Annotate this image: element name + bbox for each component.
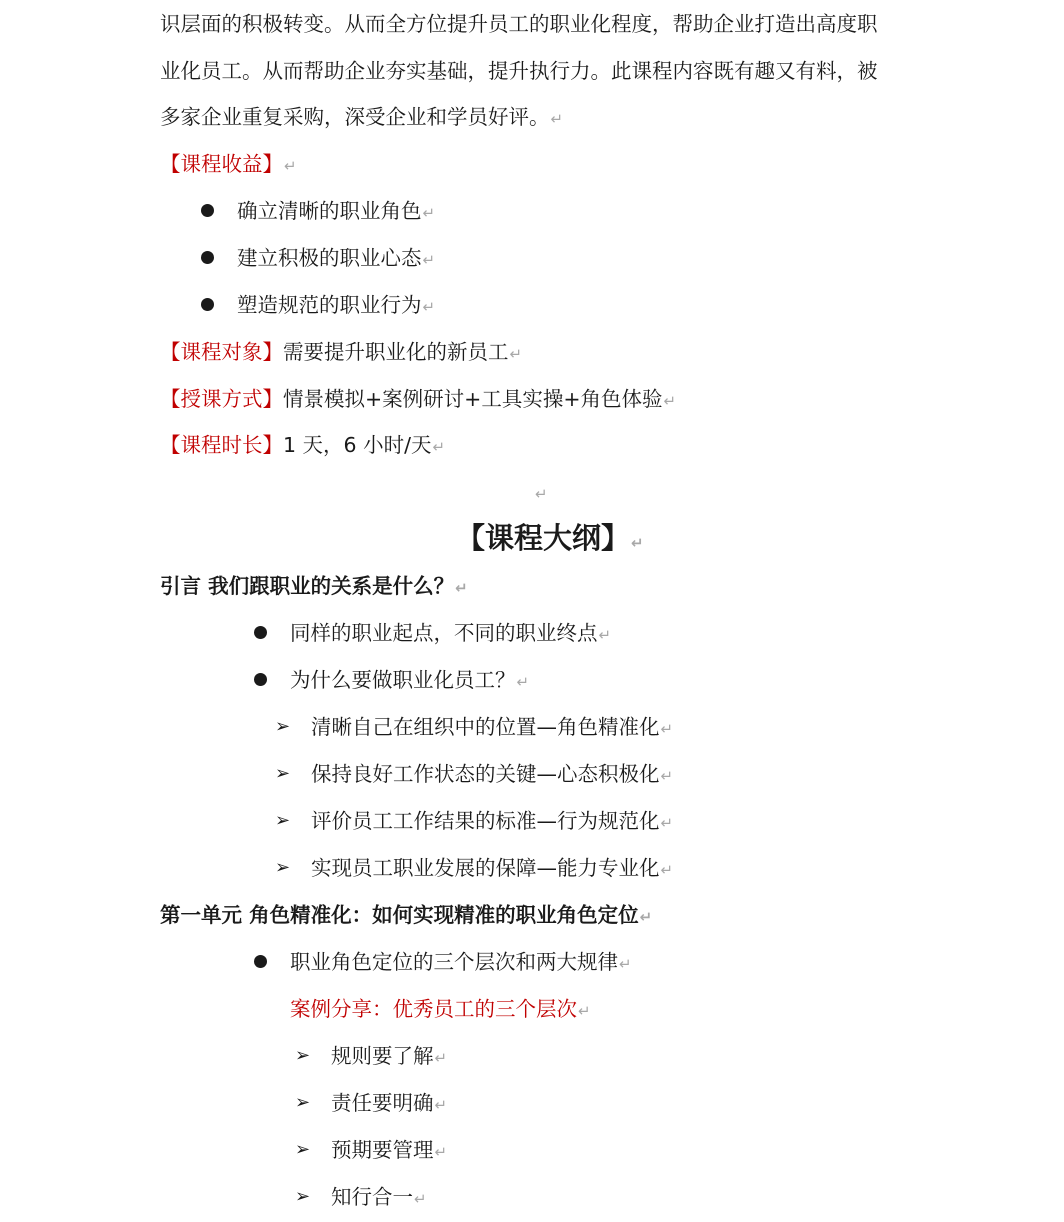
unit1-arrow-item: 责任要明确↵ xyxy=(331,1091,448,1115)
bullet-dot xyxy=(254,955,267,968)
method-label: 【授课方式】 xyxy=(160,387,283,411)
bullet-dot xyxy=(201,298,214,311)
audience-line xyxy=(160,337,522,369)
arrow-bullet-icon: ➢ xyxy=(295,1139,311,1160)
arrow-bullet-icon: ➢ xyxy=(295,1045,311,1066)
unit1-arrow-item: 知行合一↵ xyxy=(331,1185,427,1209)
audience-value: 需要提升职业化的新员工 xyxy=(283,340,509,364)
paragraph-mark: ↵ xyxy=(660,767,674,785)
arrow-bullet-icon: ➢ xyxy=(295,1186,311,1207)
paragraph-mark: ↵ xyxy=(578,1002,591,1020)
duration-value: 1 天，6 小时/天 xyxy=(283,433,432,457)
arrow-bullet-icon: ➢ xyxy=(275,857,291,878)
duration-label: 【课程时长】 xyxy=(160,433,283,457)
benefit-item: 建立积极的职业心态↵ xyxy=(237,246,436,270)
preface-arrow-item: 清晰自己在组织中的位置—角色精准化↵ xyxy=(311,715,674,739)
bullet-dot xyxy=(254,626,267,639)
paragraph-mark: ↵ xyxy=(422,204,436,222)
arrow-bullet-icon: ➢ xyxy=(295,1092,311,1113)
intro-line-1: 识层面的积极转变。从而全方位提升员工的职业化程度，帮助企业打造出高度职 xyxy=(160,12,878,36)
unit1-case: 案例分享：优秀员工的三个层次↵ xyxy=(290,997,591,1021)
audience-label: 【课程对象】 xyxy=(160,340,283,364)
benefits-label-line xyxy=(160,149,297,181)
paragraph-mark: ↵ xyxy=(639,908,653,926)
preface-bullet: 为什么要做职业化员工？↵ xyxy=(290,668,530,692)
unit1-arrow-item: 规则要了解↵ xyxy=(331,1044,448,1068)
paragraph-mark: ↵ xyxy=(432,438,446,456)
outline-title: 【课程大纲】↵ xyxy=(456,521,644,555)
preface-arrow-item: 保持良好工作状态的关键—心态积极化↵ xyxy=(311,762,674,786)
bullet-dot xyxy=(254,673,267,686)
unit1-heading: 第一单元 角色精准化：如何实现精准的职业角色定位↵ xyxy=(160,903,653,927)
method-line xyxy=(160,384,676,416)
paragraph-mark: ↵ xyxy=(619,955,632,973)
benefit-item: 塑造规范的职业行为↵ xyxy=(237,293,436,317)
benefit-item: 确立清晰的职业角色↵ xyxy=(237,199,436,223)
preface-heading: 引言 我们跟职业的关系是什么？↵ xyxy=(160,574,468,598)
duration-line xyxy=(160,430,445,462)
preface-bullet: 同样的职业起点，不同的职业终点↵ xyxy=(290,621,612,645)
arrow-bullet-icon: ➢ xyxy=(275,716,291,737)
arrow-bullet-icon: ➢ xyxy=(275,763,291,784)
paragraph-mark: ↵ xyxy=(663,392,677,410)
paragraph-mark: ↵ xyxy=(434,1049,448,1067)
paragraph-mark: ↵ xyxy=(631,534,644,552)
paragraph-mark: ↵ xyxy=(434,1096,448,1114)
unit1-bullet: 职业角色定位的三个层次和两大规律↵ xyxy=(290,950,632,974)
paragraph-mark: ↵ xyxy=(660,720,674,738)
paragraph-mark: ↵ xyxy=(414,1190,427,1208)
intro-line-3: 多家企业重复采购，深受企业和学员好评。↵ xyxy=(160,105,564,129)
paragraph-mark: ↵ xyxy=(598,626,612,644)
paragraph-mark: ↵ xyxy=(422,251,436,269)
bullet-dot xyxy=(201,251,214,264)
paragraph-mark: ↵ xyxy=(434,1143,448,1161)
preface-arrow-item: 实现员工职业发展的保障—能力专业化↵ xyxy=(311,856,674,880)
benefits-label: 【课程收益】 xyxy=(160,152,283,176)
paragraph-mark: ↵ xyxy=(535,485,548,503)
paragraph-mark: ↵ xyxy=(550,110,564,128)
paragraph-mark: ↵ xyxy=(516,673,530,691)
unit1-arrow-item: 预期要管理↵ xyxy=(331,1138,448,1162)
arrow-bullet-icon: ➢ xyxy=(275,810,291,831)
paragraph-mark: ↵ xyxy=(422,298,436,316)
intro-line-2: 业化员工。从而帮助企业夯实基础，提升执行力。此课程内容既有趣又有料，被 xyxy=(160,59,878,83)
paragraph-mark: ↵ xyxy=(455,579,468,597)
paragraph-mark: ↵ xyxy=(284,157,297,175)
bullet-dot xyxy=(201,204,214,217)
paragraph-mark: ↵ xyxy=(509,345,523,363)
preface-arrow-item: 评价员工工作结果的标准—行为规范化↵ xyxy=(311,809,674,833)
method-value: 情景模拟+案例研讨+工具实操+角色体验 xyxy=(283,387,663,411)
empty-paragraph xyxy=(534,477,548,509)
paragraph-mark: ↵ xyxy=(660,861,674,879)
paragraph-mark: ↵ xyxy=(660,814,674,832)
